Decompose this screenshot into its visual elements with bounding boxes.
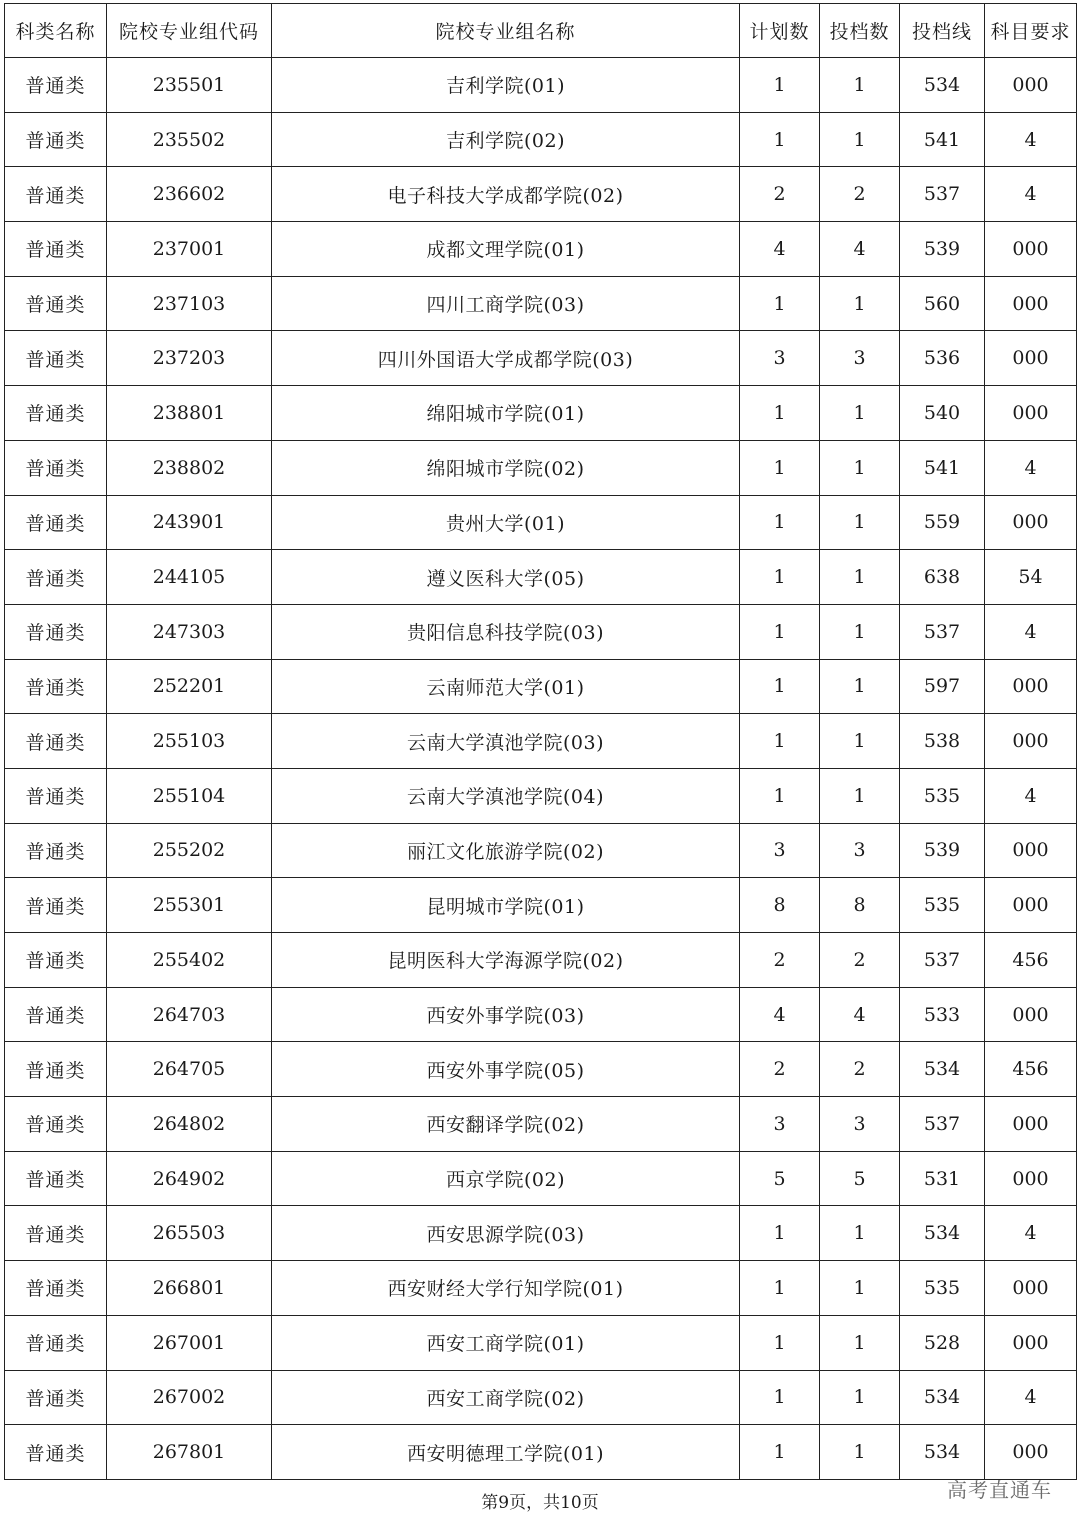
cell-filed-count: 1 [820, 659, 900, 714]
cell-subject-req: 000 [985, 276, 1077, 331]
cell-filed-count: 1 [820, 1261, 900, 1316]
table-row [5, 659, 1077, 714]
cell-filed-count: 4 [820, 222, 900, 277]
cell-filed-count: 3 [820, 331, 900, 386]
cell-cutoff-score: 533 [900, 987, 985, 1042]
cell-category: 普通类 [5, 550, 107, 605]
cell-plan-count: 1 [740, 1425, 820, 1480]
cell-filed-count: 1 [820, 386, 900, 441]
cell-filed-count: 1 [820, 1206, 900, 1261]
table-row [5, 550, 1077, 605]
admission-table [4, 3, 1077, 1480]
cell-category: 普通类 [5, 222, 107, 277]
cell-group-name: 西安外事学院(03) [272, 987, 740, 1042]
cell-cutoff-score: 560 [900, 276, 985, 331]
cell-group-name: 四川工商学院(03) [272, 276, 740, 331]
table-row [5, 440, 1077, 495]
cell-group-code: 255104 [107, 768, 272, 823]
watermark-text: 高考直通车 [947, 1478, 1052, 1502]
cell-plan-count: 1 [740, 1206, 820, 1261]
cell-filed-count: 1 [820, 550, 900, 605]
cell-category: 普通类 [5, 112, 107, 167]
cell-cutoff-score: 534 [900, 1042, 985, 1097]
cell-plan-count: 1 [740, 768, 820, 823]
cell-group-name: 西安财经大学行知学院(01) [272, 1261, 740, 1316]
table-row [5, 823, 1077, 878]
cell-group-code: 236602 [107, 167, 272, 222]
header-plan-count: 计划数 [740, 4, 820, 58]
cell-group-code: 264705 [107, 1042, 272, 1097]
cell-group-code: 264902 [107, 1151, 272, 1206]
cell-group-code: 243901 [107, 495, 272, 550]
cell-group-code: 237001 [107, 222, 272, 277]
header-filed-count: 投档数 [820, 4, 900, 58]
header-subject-req: 科目要求 [985, 4, 1077, 58]
table-row [5, 276, 1077, 331]
cell-subject-req: 000 [985, 714, 1077, 769]
table-row [5, 1151, 1077, 1206]
header-group-name: 院校专业组名称 [272, 4, 740, 58]
cell-category: 普通类 [5, 1370, 107, 1425]
cell-cutoff-score: 539 [900, 823, 985, 878]
header-group-code: 院校专业组代码 [107, 4, 272, 58]
cell-cutoff-score: 534 [900, 1370, 985, 1425]
table-row [5, 878, 1077, 933]
cell-subject-req: 4 [985, 167, 1077, 222]
table-row [5, 1315, 1077, 1370]
cell-subject-req: 54 [985, 550, 1077, 605]
cell-subject-req: 000 [985, 1315, 1077, 1370]
cell-group-name: 贵州大学(01) [272, 495, 740, 550]
cell-plan-count: 1 [740, 112, 820, 167]
cell-filed-count: 3 [820, 1097, 900, 1152]
cell-filed-count: 1 [820, 58, 900, 113]
table-row [5, 167, 1077, 222]
cell-filed-count: 4 [820, 987, 900, 1042]
cell-filed-count: 1 [820, 495, 900, 550]
cell-filed-count: 1 [820, 276, 900, 331]
cell-plan-count: 1 [740, 714, 820, 769]
cell-cutoff-score: 638 [900, 550, 985, 605]
cell-cutoff-score: 531 [900, 1151, 985, 1206]
cell-category: 普通类 [5, 1097, 107, 1152]
cell-plan-count: 1 [740, 550, 820, 605]
cell-group-name: 西安翻译学院(02) [272, 1097, 740, 1152]
cell-category: 普通类 [5, 440, 107, 495]
cell-plan-count: 1 [740, 659, 820, 714]
cell-category: 普通类 [5, 823, 107, 878]
cell-category: 普通类 [5, 714, 107, 769]
cell-subject-req: 000 [985, 987, 1077, 1042]
cell-group-name: 成都文理学院(01) [272, 222, 740, 277]
table-row [5, 1097, 1077, 1152]
cell-plan-count: 1 [740, 276, 820, 331]
cell-group-code: 255103 [107, 714, 272, 769]
cell-category: 普通类 [5, 659, 107, 714]
cell-plan-count: 1 [740, 1370, 820, 1425]
cell-category: 普通类 [5, 58, 107, 113]
cell-plan-count: 5 [740, 1151, 820, 1206]
cell-plan-count: 3 [740, 823, 820, 878]
cell-category: 普通类 [5, 604, 107, 659]
cell-group-name: 云南师范大学(01) [272, 659, 740, 714]
cell-category: 普通类 [5, 495, 107, 550]
cell-subject-req: 4 [985, 604, 1077, 659]
cell-group-code: 267001 [107, 1315, 272, 1370]
cell-category: 普通类 [5, 276, 107, 331]
table-row [5, 222, 1077, 277]
cell-group-name: 西京学院(02) [272, 1151, 740, 1206]
cell-group-name: 绵阳城市学院(02) [272, 440, 740, 495]
cell-plan-count: 1 [740, 1315, 820, 1370]
cell-cutoff-score: 535 [900, 878, 985, 933]
page-number: 第9页，共10页 [481, 1493, 599, 1513]
cell-category: 普通类 [5, 167, 107, 222]
cell-plan-count: 1 [740, 495, 820, 550]
cell-group-code: 264703 [107, 987, 272, 1042]
cell-group-code: 266801 [107, 1261, 272, 1316]
cell-group-name: 丽江文化旅游学院(02) [272, 823, 740, 878]
table-row [5, 1425, 1077, 1480]
cell-cutoff-score: 534 [900, 58, 985, 113]
cell-category: 普通类 [5, 331, 107, 386]
table-row [5, 933, 1077, 988]
cell-filed-count: 1 [820, 1315, 900, 1370]
cell-cutoff-score: 540 [900, 386, 985, 441]
cell-category: 普通类 [5, 987, 107, 1042]
cell-cutoff-score: 537 [900, 604, 985, 659]
table-row [5, 1370, 1077, 1425]
cell-group-name: 西安外事学院(05) [272, 1042, 740, 1097]
cell-filed-count: 1 [820, 1370, 900, 1425]
table-row [5, 1206, 1077, 1261]
cell-cutoff-score: 535 [900, 768, 985, 823]
cell-subject-req: 4 [985, 768, 1077, 823]
table-row [5, 112, 1077, 167]
cell-group-code: 264802 [107, 1097, 272, 1152]
cell-plan-count: 8 [740, 878, 820, 933]
cell-subject-req: 000 [985, 823, 1077, 878]
cell-group-code: 235501 [107, 58, 272, 113]
cell-subject-req: 000 [985, 222, 1077, 277]
cell-group-name: 西安工商学院(01) [272, 1315, 740, 1370]
cell-plan-count: 4 [740, 987, 820, 1042]
cell-cutoff-score: 539 [900, 222, 985, 277]
cell-subject-req: 000 [985, 331, 1077, 386]
cell-group-code: 238801 [107, 386, 272, 441]
header-row [5, 4, 1077, 58]
cell-group-name: 电子科技大学成都学院(02) [272, 167, 740, 222]
cell-group-name: 昆明医科大学海源学院(02) [272, 933, 740, 988]
cell-subject-req: 4 [985, 440, 1077, 495]
cell-cutoff-score: 559 [900, 495, 985, 550]
table-row [5, 987, 1077, 1042]
cell-group-code: 247303 [107, 604, 272, 659]
table-row [5, 768, 1077, 823]
cell-subject-req: 456 [985, 933, 1077, 988]
cell-group-code: 252201 [107, 659, 272, 714]
cell-group-name: 贵阳信息科技学院(03) [272, 604, 740, 659]
cell-cutoff-score: 537 [900, 167, 985, 222]
cell-subject-req: 000 [985, 1151, 1077, 1206]
cell-plan-count: 1 [740, 1261, 820, 1316]
cell-group-name: 西安工商学院(02) [272, 1370, 740, 1425]
table-row [5, 331, 1077, 386]
cell-group-code: 265503 [107, 1206, 272, 1261]
cell-group-code: 237103 [107, 276, 272, 331]
table-row [5, 1261, 1077, 1316]
cell-plan-count: 3 [740, 331, 820, 386]
cell-subject-req: 000 [985, 659, 1077, 714]
cell-category: 普通类 [5, 768, 107, 823]
cell-group-code: 255301 [107, 878, 272, 933]
cell-filed-count: 3 [820, 823, 900, 878]
cell-subject-req: 000 [985, 495, 1077, 550]
table-row [5, 386, 1077, 441]
cell-group-name: 西安思源学院(03) [272, 1206, 740, 1261]
cell-plan-count: 2 [740, 1042, 820, 1097]
cell-plan-count: 1 [740, 58, 820, 113]
cell-plan-count: 1 [740, 440, 820, 495]
cell-group-name: 昆明城市学院(01) [272, 878, 740, 933]
cell-filed-count: 1 [820, 604, 900, 659]
cell-plan-count: 2 [740, 167, 820, 222]
cell-group-code: 235502 [107, 112, 272, 167]
cell-group-name: 吉利学院(01) [272, 58, 740, 113]
cell-cutoff-score: 528 [900, 1315, 985, 1370]
cell-category: 普通类 [5, 386, 107, 441]
cell-subject-req: 4 [985, 112, 1077, 167]
cell-group-code: 267801 [107, 1425, 272, 1480]
cell-plan-count: 3 [740, 1097, 820, 1152]
cell-group-code: 237203 [107, 331, 272, 386]
cell-subject-req: 000 [985, 1097, 1077, 1152]
cell-subject-req: 000 [985, 1261, 1077, 1316]
cell-category: 普通类 [5, 1042, 107, 1097]
table-header [5, 4, 1077, 58]
cell-plan-count: 1 [740, 604, 820, 659]
cell-group-name: 四川外国语大学成都学院(03) [272, 331, 740, 386]
cell-category: 普通类 [5, 1425, 107, 1480]
cell-category: 普通类 [5, 1151, 107, 1206]
cell-cutoff-score: 534 [900, 1206, 985, 1261]
cell-filed-count: 2 [820, 167, 900, 222]
cell-group-name: 绵阳城市学院(01) [272, 386, 740, 441]
cell-group-code: 255402 [107, 933, 272, 988]
cell-cutoff-score: 538 [900, 714, 985, 769]
cell-category: 普通类 [5, 1261, 107, 1316]
cell-filed-count: 1 [820, 1425, 900, 1480]
cell-cutoff-score: 537 [900, 1097, 985, 1152]
cell-cutoff-score: 536 [900, 331, 985, 386]
cell-subject-req: 000 [985, 878, 1077, 933]
cell-filed-count: 2 [820, 1042, 900, 1097]
cell-category: 普通类 [5, 933, 107, 988]
cell-filed-count: 1 [820, 440, 900, 495]
cell-group-code: 267002 [107, 1370, 272, 1425]
cell-cutoff-score: 597 [900, 659, 985, 714]
cell-subject-req: 000 [985, 386, 1077, 441]
cell-filed-count: 2 [820, 933, 900, 988]
cell-cutoff-score: 537 [900, 933, 985, 988]
cell-group-name: 遵义医科大学(05) [272, 550, 740, 605]
cell-cutoff-score: 535 [900, 1261, 985, 1316]
header-cutoff-score: 投档线 [900, 4, 985, 58]
cell-group-name: 西安明德理工学院(01) [272, 1425, 740, 1480]
cell-plan-count: 2 [740, 933, 820, 988]
cell-cutoff-score: 541 [900, 440, 985, 495]
cell-filed-count: 1 [820, 768, 900, 823]
cell-filed-count: 5 [820, 1151, 900, 1206]
cell-cutoff-score: 534 [900, 1425, 985, 1480]
table-row [5, 714, 1077, 769]
table-row [5, 58, 1077, 113]
cell-subject-req: 000 [985, 58, 1077, 113]
cell-cutoff-score: 541 [900, 112, 985, 167]
table-body [5, 58, 1077, 1480]
cell-subject-req: 456 [985, 1042, 1077, 1097]
cell-category: 普通类 [5, 1206, 107, 1261]
cell-group-name: 吉利学院(02) [272, 112, 740, 167]
cell-subject-req: 4 [985, 1206, 1077, 1261]
cell-group-code: 238802 [107, 440, 272, 495]
cell-group-name: 云南大学滇池学院(03) [272, 714, 740, 769]
cell-plan-count: 4 [740, 222, 820, 277]
header-category: 科类名称 [5, 4, 107, 58]
cell-group-code: 244105 [107, 550, 272, 605]
cell-filed-count: 8 [820, 878, 900, 933]
table-row [5, 604, 1077, 659]
cell-subject-req: 4 [985, 1370, 1077, 1425]
cell-category: 普通类 [5, 1315, 107, 1370]
cell-subject-req: 000 [985, 1425, 1077, 1480]
cell-filed-count: 1 [820, 112, 900, 167]
table-row [5, 1042, 1077, 1097]
table-row [5, 495, 1077, 550]
cell-plan-count: 1 [740, 386, 820, 441]
cell-group-name: 云南大学滇池学院(04) [272, 768, 740, 823]
cell-filed-count: 1 [820, 714, 900, 769]
cell-category: 普通类 [5, 878, 107, 933]
cell-group-code: 255202 [107, 823, 272, 878]
